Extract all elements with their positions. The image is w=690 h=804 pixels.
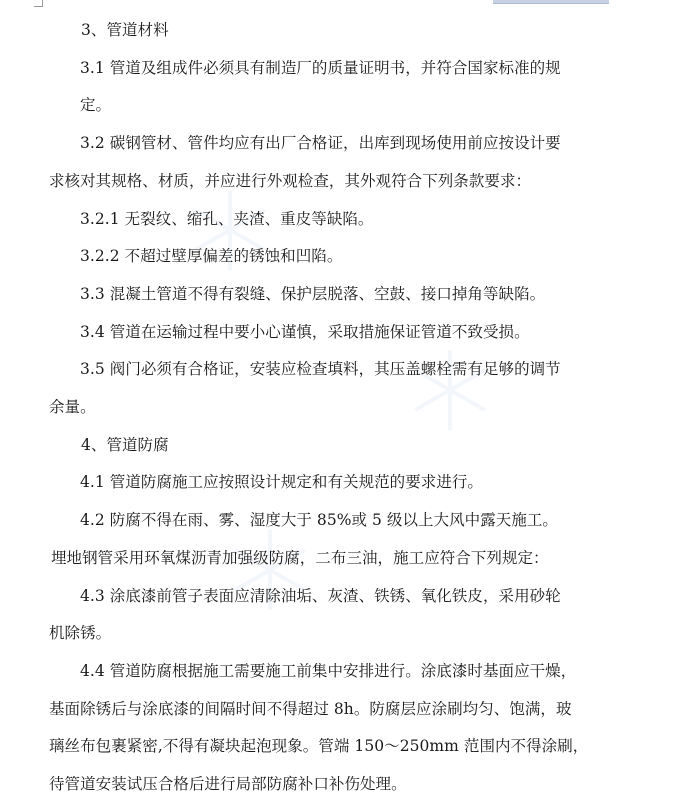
top-scroll-indicator	[493, 0, 609, 4]
paragraph-3-5-line-2: 余量。	[49, 398, 96, 417]
paragraph-3-2-2: 3.2.2 不超过壁厚偏差的锈蚀和凹陷。	[80, 247, 343, 266]
paragraph-3-1-line-2: 定。	[80, 96, 112, 115]
paragraph-4-4-line-1: 4.4 管道防腐根据施工需要施工前集中安排进行。涂底漆时基面应干燥，	[80, 661, 577, 680]
paragraph-4-2-note: 埋地钢管采用环氧煤沥青加强级防腐，二布三油，施工应符合下列规定：	[51, 548, 549, 567]
paragraph-4-3-line-1: 4.3 涂底漆前管子表面应清除油垢、灰渣、铁锈、氧化铁皮，采用砂轮	[80, 586, 561, 605]
paragraph-4-1: 4.1 管道防腐施工应按照设计规定和有关规范的要求进行。	[80, 473, 483, 492]
heading-section-3: 3、管道材料	[81, 21, 169, 39]
paragraph-3-5-line-1: 3.5 阀门必须有合格证，安装应检查填料，其压盖螺栓需有足够的调节	[80, 360, 561, 379]
paragraph-4-3-line-2: 机除锈。	[49, 624, 112, 643]
paragraph-4-4-line-3: 璃丝布包裹紧密,不得有凝块起泡现象。管端 150～250mm 范围内不得涂刷，	[49, 737, 589, 756]
paragraph-3-3: 3.3 混凝土管道不得有裂缝、保护层脱落、空鼓、接口掉角等缺陷。	[80, 284, 546, 303]
paragraph-4-2: 4.2 防腐不得在雨、雾、湿度大于 85%或 5 级以上大风中露天施工。	[80, 511, 558, 530]
document-body	[49, 12, 609, 804]
page-corner-mark	[34, 0, 43, 7]
heading-section-4: 4、管道防腐	[81, 435, 169, 454]
paragraph-3-1-line-1: 3.1 管道及组成件必须具有制造厂的质量证明书，并符合国家标准的规	[80, 58, 561, 77]
paragraph-3-2-line-1: 3.2 碳钢管材、管件均应有出厂合格证，出库到现场使用前应按设计要	[80, 134, 561, 153]
paragraph-3-4: 3.4 管道在运输过程中要小心谨慎，采取措施保证管道不致受损。	[80, 322, 530, 341]
paragraph-4-4-line-2: 基面除锈后与涂底漆的间隔时间不得超过 8h。防腐层应涂刷均匀、饱满，玻	[49, 699, 572, 718]
paragraph-3-2-1: 3.2.1 无裂纹、缩孔、夹渣、重皮等缺陷。	[80, 209, 374, 228]
paragraph-4-4-line-4: 待管道安装试压合格后进行局部防腐补口补伤处理。	[49, 775, 407, 794]
paragraph-3-2-line-2: 求核对其规格、材质，并应进行外观检查，其外观符合下列条款要求：	[49, 171, 532, 190]
